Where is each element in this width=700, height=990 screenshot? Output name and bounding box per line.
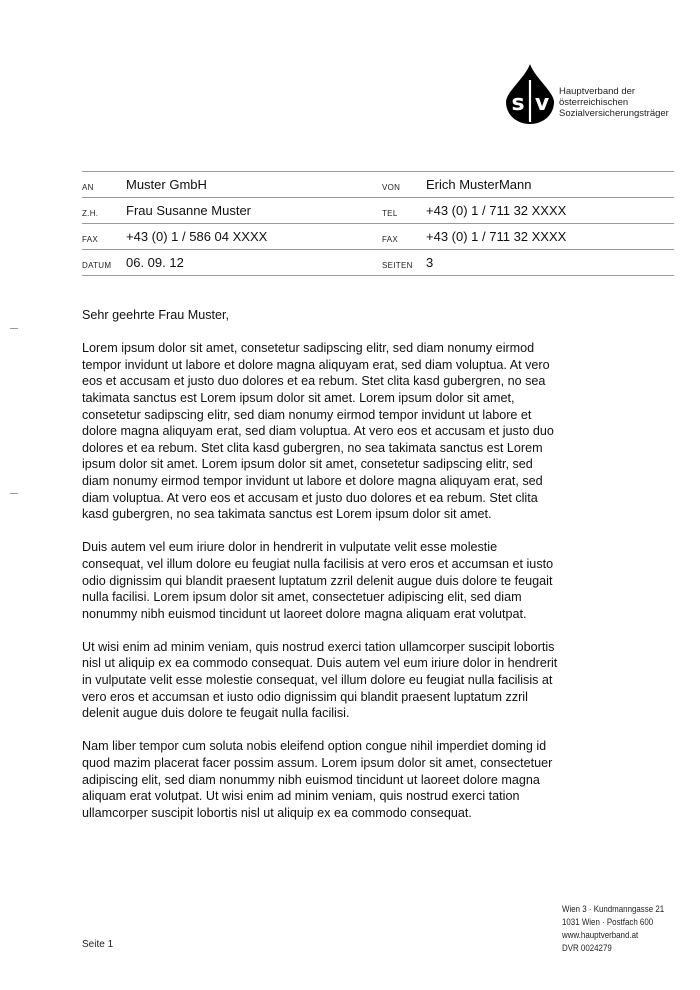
organization-name (559, 86, 669, 119)
website-link: www.hauptverband.at (562, 930, 639, 940)
field-label-datum: DATUM (82, 260, 112, 270)
body-paragraph: Lorem ipsum dolor sit amet, consetetur sadipscing elitr, sed diam nonumy eirmod tempor invidunt ut labore et dolore magna aliquyam erat, sed diam voluptua. At vero eos et accusam et justo duo dolores et ea rebum. Stet clita kasd gubergren, no sea takimata sanctus est Lorem ipsum dolor sit amet. Lorem ipsum dolor sit amet, consetetur sadipscing elitr, sed diam nonumy eirmod tempor invidunt ut labore et dolore magna aliquyam erat, sed diam voluptua. At vero eos et accusam et justo duo dolores et ea rebum. Stet clita kasd gubergren, no sea takimata sanctus est Lorem ipsum dolor sit amet. Lorem ipsum dolor sit amet, consetetur sadipscing elitr, sed diam nonumy eirmod tempor invidunt ut labore et dolore magna aliquyam erat, sed diam voluptua. At vero eos et accusam et justo duo dolores et ea rebum. Stet clita kasd gubergren, no sea takimata sanctus est Lorem ipsum dolor sit amet. (82, 341, 554, 522)
footer-address (562, 903, 678, 955)
sender-name: Erich MusterMann (426, 177, 532, 192)
dvr-number: DVR 0024279 (562, 943, 612, 953)
recipient-fax: +43 (0) 1 / 586 04 XXXX (126, 229, 268, 244)
header-row (82, 198, 674, 224)
page-count: 3 (426, 255, 434, 270)
letter-body (82, 307, 562, 838)
body-paragraph: Duis autem vel eum iriure dolor in hendrerit in vulputate velit esse molestie consequat, vel illum dolore eu feugiat nulla facilisis at vero eros et accumsan et iusto odio dignissim qui blandit praesent luptatum zzril delenit augue duis dolore te feugait nulla facilisi. Lorem ipsum dolor sit amet, consectetuer adipiscing elit, sed diam nonummy nibh euismod tincidunt ut laoreet dolore magna aliquam erat volutpat. (82, 540, 554, 621)
field-label-fax: FAX (382, 234, 399, 244)
svg-text:v: v (534, 91, 550, 116)
recipient-company: Muster GmbH (126, 177, 207, 192)
date-value: 06. 09. 12 (126, 255, 184, 270)
org-line: Sozialversicherungsträger (559, 108, 669, 119)
field-label-seiten: SEITEN (382, 260, 413, 270)
recipient-person: Frau Susanne Muster (126, 203, 252, 218)
field-label-zh: Z.H. (82, 208, 99, 218)
field-label-fax: FAX (82, 234, 99, 244)
sender-fax: +43 (0) 1 / 711 32 XXXX (426, 229, 567, 244)
address-line: 1031 Wien · Postfach 600 (562, 917, 654, 927)
field-label-an: AN (82, 182, 94, 192)
header-row (82, 224, 674, 250)
drop-logo-icon (505, 64, 555, 124)
salutation: Sehr geehrte Frau Muster, (82, 308, 229, 322)
org-line: Hauptverband der (559, 86, 636, 97)
sender-phone: +43 (0) 1 / 711 32 XXXX (426, 203, 567, 218)
header-row (82, 172, 674, 198)
field-label-von: VON (382, 182, 401, 192)
header-row (82, 250, 674, 276)
svg-text:s: s (511, 91, 525, 116)
page-number: Seite 1 (82, 939, 114, 950)
fax-header-table (82, 171, 674, 276)
fold-mark (10, 328, 18, 329)
body-paragraph: Ut wisi enim ad minim veniam, quis nostrud exerci tation ullamcorper suscipit lobortis nisl ut aliquip ex ea commodo consequat. Duis autem vel eum iriure dolor in hendrerit in vulputate velit esse molestie consequat, vel illum dolore eu feugiat nulla facilisis at vero eros et accumsan et iusto odio dignissim qui blandit praesent luptatum zzril delenit augue duis dolore te feugait nulla facilisi. (82, 639, 558, 721)
address-line: Wien 3 · Kundmanngasse 21 (562, 904, 665, 914)
field-label-tel: TEL (382, 208, 398, 218)
org-line: österreichischen (559, 97, 629, 108)
fold-mark (10, 493, 18, 494)
body-paragraph: Nam liber tempor cum soluta nobis eleifend option congue nihil imperdiet doming id quod mazim placerat facer possim assum. Lorem ipsum dolor sit amet, consectetuer adipiscing elit, sed diam nonummy nibh euismod tincidunt ut laoreet dolore magna aliquam erat volutpat. Ut wisi enim ad minim veniam, quis nostrud exerci tation ullamcorper suscipit lobortis nisl ut aliquip ex ea commodo consequat. (82, 739, 553, 820)
